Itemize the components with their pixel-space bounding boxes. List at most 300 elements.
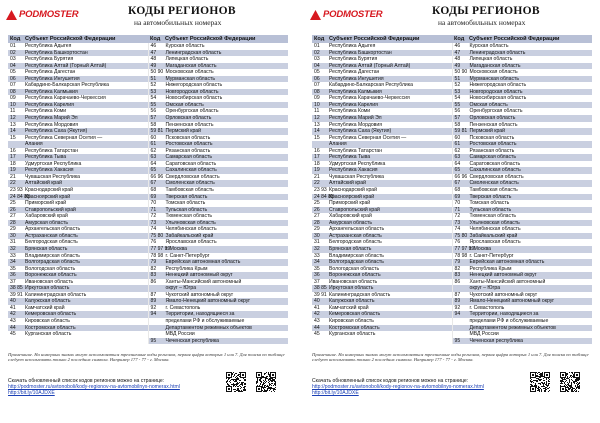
column-header-code: Код [454,36,465,42]
region-name: Республика Северная Осетия — [329,134,407,141]
region-code: 16 [10,147,16,154]
region-name: Рязанская область [469,147,515,154]
region-name: Калининградская область [329,291,391,298]
region-codes-sheet-right [304,0,600,423]
region-name: Хабаровский край [25,213,68,220]
download-link[interactable]: http://podmoster.ru/avtonoboli/kody-regionov-na-avtomobilnyx-nomerax.html [8,384,180,391]
region-code: 87 [454,291,461,298]
region-code: 12 [10,115,16,122]
region-code: 67 [454,180,461,187]
region-code: 95 [454,337,461,344]
region-code: 14 [314,128,320,135]
region-code: 08 [10,88,16,95]
region-name: Ямало-Ненецкий автономный округ [469,298,555,305]
region-name: Республика Крым [469,265,512,272]
region-code: 43 [314,317,320,324]
region-code: 26 [314,206,320,213]
region-name: Ярославская область [469,239,521,246]
region-name: Хабаровский край [329,213,372,220]
region-name: пределами РФ и обслуживаемые [469,317,549,324]
region-code: 53 [454,88,461,95]
page-title: КОДЫ РЕГИОНОВ [432,5,540,17]
region-code: 40 [10,298,16,305]
region-name: Пермский край [469,128,505,135]
region-name: Республика Адыгея [329,43,376,49]
region-code: 04 [314,62,320,69]
region-name: округ – Югра [469,285,501,292]
region-code: 58 [150,121,157,128]
region-code: 70 [150,200,157,207]
region-name: Республика Адыгея [25,43,72,49]
region-name: Самарская область [469,154,516,161]
table-row [312,331,452,338]
region-name: Омская область [469,101,508,108]
region-code: 77 97 99 [454,245,475,252]
region-name: Пермский край [165,128,201,135]
region-name: Алания [329,141,347,148]
region-name: Забайкальский край [165,232,214,239]
region-name: Республика Мордовия [329,121,382,128]
logo-text: PODMOSTER [19,9,79,20]
region-name: Магаданская область [165,62,217,69]
region-code: 49 [454,62,461,69]
region-code: 68 [150,187,157,194]
region-name: Волгоградская область [329,259,384,266]
region-name: Ханты-Мансийский автономный [165,278,242,285]
region-name: Республика Северная Осетия — [25,134,103,141]
region-name: Республика Тыва [25,154,67,161]
region-code: 21 [314,173,320,180]
region-name: Республика Карелия [25,101,74,108]
region-name: Кабардино-Балкарская Республика [329,82,413,89]
region-code: 86 [150,278,157,285]
region-code: 37 [10,278,16,285]
region-code: 06 [10,75,16,82]
region-code: 49 [150,62,157,69]
region-name: Красноярский край [329,193,375,200]
region-code: 36 [10,272,16,279]
region-name: Республика Дагестан [25,69,76,76]
region-code: 31 [314,239,320,246]
region-name: Свердловская область [165,173,220,180]
region-code: 89 [150,298,157,305]
region-name: Владимирская область [25,252,80,259]
region-code: 05 [314,69,320,76]
download-label: Скачать обновленный список кодов регионов можно на странице: [312,378,469,384]
region-code: 18 [314,160,320,167]
region-code: 18 [10,160,16,167]
region-code: 70 [454,200,461,207]
region-code: 08 [314,88,320,95]
region-name: Магаданская область [469,62,521,69]
region-code: 04 [10,62,16,69]
region-code: 01 [10,43,16,49]
region-code: 87 [150,291,157,298]
region-name: Алтайский край [329,180,366,187]
region-name: Курганская область [329,331,376,338]
region-code: 62 [150,147,157,154]
region-name: г. Москва [165,245,187,252]
region-code: 60 [150,134,157,141]
column-header-subject: Субъект Российской Федерации [329,36,420,42]
region-name: Челябинская область [469,226,521,233]
region-name: Курская область [469,43,509,49]
region-code: 13 [314,121,320,128]
region-name: Смоленская область [165,180,215,187]
region-name: Республика Алтай (Горный Алтай) [25,62,107,69]
region-code: 72 [150,213,157,220]
podmoster-logo-icon [6,10,17,20]
region-code: 78 98 [454,252,468,259]
region-name: Орловская область [469,115,516,122]
region-name: Калининградская область [25,291,87,298]
region-code: 22 [314,180,320,187]
region-code: 34 [10,259,16,266]
region-name: Ставропольский край [329,206,380,213]
region-name: Астраханская область [25,232,78,239]
region-name: Чувашская Республика [25,173,80,180]
region-name: Республика Башкортостан [329,49,392,56]
region-code: 07 [314,82,320,89]
region-code: 30 [314,232,320,239]
sheet-header [304,0,600,32]
region-code: 19 [314,167,320,174]
region-code: 63 [150,154,157,161]
region-codes-sheet-left [0,0,296,423]
region-code: 39 91 [314,291,327,298]
region-codes-table [8,35,288,344]
region-name: Чукотский автономный округ [469,291,538,298]
region-name: Республика Бурятия [329,56,378,63]
region-code: 41 [314,304,320,311]
region-code: 38 85 [10,285,23,292]
region-name: Департаментом режимных объектов [165,324,252,331]
qr-code-icon [560,372,580,392]
region-name: Ленинградская область [165,49,222,56]
region-code: 63 [454,154,461,161]
region-name: Краснодарский край [25,187,73,194]
region-code: 55 [150,101,157,108]
region-name: Чувашская Республика [329,173,384,180]
region-code: 21 [10,173,16,180]
region-code: 28 [314,219,320,226]
region-code: 75 80 [454,232,468,239]
region-name: Красноярский край [25,193,71,200]
region-code: 79 [454,259,461,266]
region-name: Республика Карачаево-Черкессия [329,95,410,102]
region-code: 19 [10,167,16,174]
region-name: г. Санкт-Петербург [469,252,514,259]
region-code: 28 [10,219,16,226]
table-column-left [8,43,149,344]
region-name: Республика Татарстан [25,147,79,154]
region-name: Республика Мордовия [25,121,78,128]
region-code: 71 [150,206,157,213]
region-code: 27 [10,213,16,220]
region-name: Калужская область [25,298,71,305]
region-code: 52 [454,82,461,89]
region-code: 94 [454,311,461,318]
region-name: Сахалинская область [469,167,521,174]
table-header [312,35,592,43]
page-subtitle: на автомобильных номерах [438,18,526,27]
region-code: 36 [314,272,320,279]
region-name: Приморский край [329,200,371,207]
region-name: Омская область [165,101,204,108]
column-header-subject: Субъект Российской Федерации [25,36,116,42]
region-name: МВД России [165,331,195,338]
region-name: Томская область [469,200,510,207]
region-code: 15 [10,134,16,141]
region-code: 64 [454,160,461,167]
region-code: 06 [314,75,320,82]
region-name: Республика Ингушетия [25,75,80,82]
region-code: 17 [10,154,16,161]
region-code: 47 [454,49,461,56]
region-name: Республика Татарстан [329,147,383,154]
page-title: КОДЫ РЕГИОНОВ [128,5,236,17]
region-code: 22 [10,180,16,187]
region-code: 35 [10,265,16,272]
region-name: Курская область [165,43,205,49]
region-name: Пензенская область [469,121,518,128]
region-code: 44 [10,324,16,331]
region-code: 51 [454,75,461,82]
region-name: Нижегородская область [165,82,223,89]
region-name: г. Москва [469,245,491,252]
region-code: 69 [150,193,157,200]
region-name: Чеченская республика [165,337,220,344]
region-name: Республика Калмыкия [329,88,382,95]
region-name: Ставропольский край [25,206,76,213]
region-code: 77 97 99 [150,245,171,252]
region-code: 71 [454,206,461,213]
region-name: Вологодская область [25,265,76,272]
region-name: Департаментом режимных объектов [469,324,556,331]
region-name: Орловская область [165,115,212,122]
podmoster-logo-icon [310,10,321,20]
region-code: 27 [314,213,320,220]
region-code: 56 [150,108,157,115]
region-name: г. Санкт-Петербург [165,252,210,259]
region-name: Мурманская область [165,75,216,82]
region-name: Вологодская область [329,265,380,272]
region-code: 23 93 [10,187,23,194]
short-link[interactable]: http://bit.ly/10AJDXE [312,390,359,397]
region-code: 51 [150,75,157,82]
region-name: Владимирская область [329,252,384,259]
download-link[interactable]: http://podmoster.ru/avtonoboli/kody-regionov-na-avtomobilnyx-nomerax.html [312,384,484,391]
region-code: 33 [10,252,16,259]
region-code: 38 85 [314,285,327,292]
region-name: Алтайский край [25,180,62,187]
region-code: 23 93 [314,187,327,194]
table-row [453,338,593,345]
region-name: Краснодарский край [329,187,377,194]
region-code: 24 84 88 [314,193,334,200]
region-name: Ненецкий автономный округ [469,272,537,279]
region-name: Псковская область [165,134,211,141]
region-name: Кемеровская область [25,311,77,318]
region-name: Оренбургская область [469,108,523,115]
region-name: Брянская область [25,245,68,252]
region-code: 54 [150,95,157,102]
region-name: Республика Ингушетия [329,75,384,82]
region-code: 61 [150,141,157,148]
table-row [8,331,148,338]
region-name: Ростовская область [469,141,517,148]
region-name: Брянская область [329,245,372,252]
table-column-right [453,43,593,344]
region-name: Республика Хакасия [329,167,378,174]
region-code: 92 [454,304,461,311]
region-name: Тамбовская область [469,187,518,194]
region-name: Ульяновская область [165,219,216,226]
region-name: Свердловская область [469,173,524,180]
region-name: пределами РФ и обслуживаемые [165,317,245,324]
region-code: 33 [314,252,320,259]
region-code: 54 [454,95,461,102]
region-name: Ненецкий автономный округ [165,272,233,279]
region-name: Республика Карелия [329,101,378,108]
region-code: 24 84 88 [10,193,30,200]
region-name: Пензенская область [165,121,214,128]
region-name: Удмуртская Республика [329,160,386,167]
region-code: 02 [10,49,16,56]
region-name: Амурская область [25,219,69,226]
region-name: Рязанская область [165,147,211,154]
download-info [312,378,512,397]
region-name: Еврейская автономная область [469,259,545,266]
region-code: 29 [314,226,320,233]
region-name: Камчатский край [329,304,369,311]
region-name: Камчатский край [25,304,65,311]
region-code: 59 81 [454,128,468,135]
region-name: Курганская область [25,331,72,338]
region-code: 75 80 [150,232,164,239]
region-code: 62 [454,147,461,154]
region-code: 83 [454,272,461,279]
region-code: 65 [454,167,461,174]
region-name: Забайкальский край [469,232,518,239]
region-name: Республика Коми [329,108,371,115]
region-code: 25 [10,200,16,207]
region-name: Ивановская область [329,278,378,285]
region-code: 60 [454,134,461,141]
region-name: Республика Бурятия [25,56,74,63]
region-code: 05 [10,69,16,76]
region-name: Тульская область [469,206,512,213]
region-code: 12 [314,115,320,122]
region-name: Республика Калмыкия [25,88,78,95]
region-name: Самарская область [165,154,212,161]
region-code: 03 [314,56,320,63]
region-code: 76 [150,239,157,246]
region-name: Республика Тыва [329,154,371,161]
region-name: Волгоградская область [25,259,80,266]
region-code: 34 [314,259,320,266]
region-name: Московская область [165,69,214,76]
region-code: 59 81 [150,128,164,135]
region-code: 82 [454,265,461,272]
region-name: Ивановская область [25,278,74,285]
region-code: 29 [10,226,16,233]
region-name: Территории, находящиеся за [165,311,235,318]
region-name: Новгородская область [165,88,219,95]
region-name: Ханты-Мансийский автономный [469,278,546,285]
region-name: Республика Коми [25,108,67,115]
region-code: 73 [454,219,461,226]
region-code: 74 [150,226,157,233]
region-code: 53 [150,88,157,95]
region-name: Белгородская область [25,239,78,246]
region-code: 92 [150,304,157,311]
region-code: 35 [314,265,320,272]
region-code: 17 [314,154,320,161]
region-name: Новосибирская область [469,95,527,102]
region-code: 09 [10,95,16,102]
region-name: Костромская область [329,324,380,331]
region-name: Оренбургская область [165,108,219,115]
page-subtitle: на автомобильных номерах [134,18,222,27]
region-name: Белгородская область [329,239,382,246]
region-name: Смоленская область [469,180,519,187]
region-name: Кемеровская область [329,311,381,318]
region-code: 72 [454,213,461,220]
region-name: Ростовская область [165,141,213,148]
column-header-subject: Субъект Российской Федерации [469,36,560,42]
short-link[interactable]: http://bit.ly/10AJDXE [8,390,55,397]
region-name: Костромская область [25,324,76,331]
region-name: Липецкая область [469,56,513,63]
region-name: Новгородская область [469,88,523,95]
region-code: 30 [10,232,16,239]
region-name: МВД России [469,331,499,338]
region-code: 13 [10,121,16,128]
region-code: 57 [150,115,157,122]
region-name: Республика Башкортостан [25,49,88,56]
region-code: 68 [454,187,461,194]
region-code: 73 [150,219,157,226]
region-name: Республика Марий Эл [25,115,78,122]
region-name: Сахалинская область [165,167,217,174]
region-name: Архангельская область [25,226,81,233]
region-code: 11 [10,108,16,115]
region-name: Тверская область [165,193,208,200]
sheet-header [0,0,296,32]
region-code: 32 [10,245,16,252]
region-code: 40 [314,298,320,305]
region-code: 14 [10,128,16,135]
region-code: 94 [150,311,157,318]
region-code: 65 [150,167,157,174]
region-name: Республика Саха (Якутия) [25,128,88,135]
region-name: Кировская область [25,317,70,324]
region-code: 10 [314,101,320,108]
region-code: 32 [314,245,320,252]
region-name: Саратовская область [469,160,521,167]
region-name: округ – Югра [165,285,197,292]
region-code: 11 [314,108,320,115]
region-name: Воронежская область [25,272,77,279]
region-name: Еврейская автономная область [165,259,241,266]
region-name: Амурская область [329,219,373,226]
region-name: Тульская область [165,206,208,213]
column-header-subject: Субъект Российской Федерации [165,36,256,42]
region-code: 55 [454,101,461,108]
region-name: Тверская область [469,193,512,200]
region-name: Республика Хакасия [25,167,74,174]
